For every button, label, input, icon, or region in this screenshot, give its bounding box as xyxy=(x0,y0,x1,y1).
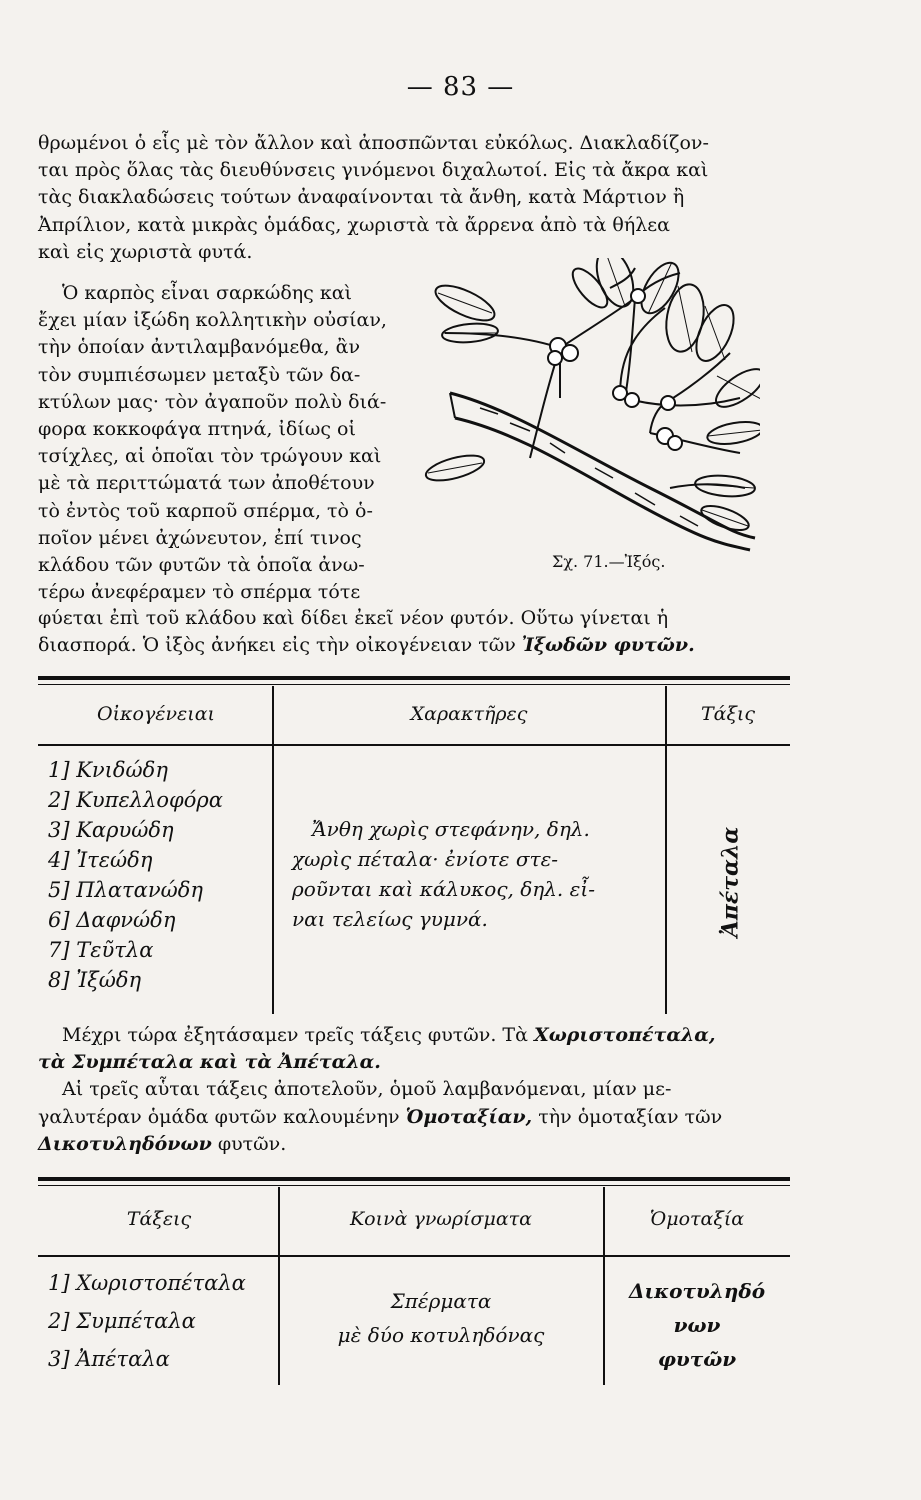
text-line: τὴν ὁποίαν ἀντιλαμβανόμεθα, ἂν xyxy=(38,336,361,359)
mistletoe-illustration xyxy=(420,258,760,558)
table-row: 3] Ἀπέταλα xyxy=(48,1347,170,1371)
table1-class-cell xyxy=(700,822,760,942)
text-line: νων xyxy=(673,1313,721,1337)
table-row: 1] Κνιδώδη xyxy=(48,758,168,782)
after-figure-paragraph xyxy=(38,605,790,659)
table1-characters xyxy=(292,814,652,934)
text-fragment: φυτῶν. xyxy=(217,1132,287,1155)
bold-term: Δικοτυληδόνων xyxy=(38,1132,212,1155)
bold-term: Ἰξωδῶν φυτῶν. xyxy=(521,634,695,657)
text-line: καὶ εἰς χωριστὰ φυτά. xyxy=(38,240,253,263)
text-line: ροῦνται καὶ κάλυκος, δηλ. εἶ- xyxy=(292,877,595,901)
table-row: 4] Ἰτεώδη xyxy=(48,848,153,872)
table1-divider xyxy=(272,746,274,1014)
text-line: Ὁ καρπὸς εἶναι σαρκώδης καὶ xyxy=(62,282,353,304)
table2-divider xyxy=(603,1257,605,1385)
text-line: Ἀπρίλιον, κατὰ μικρὰς ὁμάδας, χωριστὰ τὰ ἄρρενα ἀπὸ τὰ θήλεα xyxy=(38,213,670,236)
middle-paragraph xyxy=(38,1022,790,1158)
table1-families-list xyxy=(48,755,223,995)
bold-term: Ὁμοταξίαν, xyxy=(405,1105,533,1128)
text-line xyxy=(38,1104,790,1131)
text-line: ἔχει μίαν ἰξώδη κολλητικὴν οὐσίαν, xyxy=(38,309,387,332)
text-line: μὲ δύο κοτυληδόνας xyxy=(337,1323,545,1347)
bold-term: τὰ Συμπέταλα καὶ τὰ Ἀπέταλα. xyxy=(38,1051,381,1074)
text-line: φύεται ἐπὶ τοῦ κλάδου καὶ δίδει ἐκεῖ νέον φυτόν. Οὕτω γίνεται ἡ xyxy=(38,607,669,629)
column-paragraph xyxy=(38,280,418,606)
table2-top-rule-thin xyxy=(38,1185,790,1186)
text-line: μὲ τὰ περιττώματά των ἀποθέτουν xyxy=(38,472,375,495)
text-line: τὰς διακλαδώσεις τούτων ἀναφαίνονται τὰ ἄνθη, κατὰ Μάρτιον ἢ xyxy=(38,186,685,209)
text-line: Αἱ τρεῖς αὗται τάξεις ἀποτελοῦν, ὁμοῦ λαμβανόμεναι, μίαν με- xyxy=(62,1078,672,1101)
text-fragment: γαλυτέραν ὁμάδα φυτῶν καλουμένην xyxy=(38,1105,400,1128)
table2-features-cell xyxy=(282,1284,600,1352)
table2-header-rule xyxy=(38,1255,790,1257)
text-line: ποῖον μένει ἀχώνευτον, ἐπί τινος xyxy=(38,526,362,549)
table1-divider xyxy=(665,746,667,1014)
bold-term: Χωριστοπέταλα, xyxy=(533,1024,716,1046)
text-fragment: τὴν ὁμοταξίαν τῶν xyxy=(538,1105,723,1128)
text-line: ται πρὸς ὅλας τὰς διευθύνσεις γινόμενοι διχαλωτοί. Εἰς τὰ ἄκρα καὶ xyxy=(38,159,709,182)
table2-top-rule xyxy=(38,1177,790,1181)
table-row: 2] Συμπέταλα xyxy=(48,1309,196,1333)
text-fragment: διασπορά. Ὁ ἰξὸς ἀνήκει εἰς τὴν οἰκογένειαν τῶν xyxy=(38,634,516,657)
text-line: κτύλων μας· τὸν ἀγαποῦν πολὺ διά- xyxy=(38,390,387,413)
text-line: Ἄνθη χωρὶς στεφάνην, δηλ. xyxy=(312,817,590,841)
figure-caption: Σχ. 71.—Ἰξός. xyxy=(552,552,666,571)
text-line: θρωμένοι ὁ εἷς μὲ τὸν ἄλλον καὶ ἀποσπῶνται εὐκόλως. Διακλαδίζον- xyxy=(38,132,709,154)
table2-group-cell xyxy=(607,1274,787,1376)
table-row: 8] Ἰξώδη xyxy=(48,968,142,992)
top-paragraph xyxy=(38,130,790,266)
table-row: 7] Τεῦτλα xyxy=(48,938,154,962)
text-line: τέρω ἀνεφέραμεν τὸ σπέρμα τότε xyxy=(38,581,361,604)
table1-header-class: Τάξις xyxy=(700,703,756,725)
text-line: τὸν συμπιέσωμεν μεταξὺ τῶν δα- xyxy=(38,363,361,386)
table1-top-rule xyxy=(38,676,790,680)
table-row: 1] Χωριστοπέταλα xyxy=(48,1271,246,1295)
text-line: τὸ ἐντὸς τοῦ καρποῦ σπέρμα, τὸ ὁ- xyxy=(38,499,373,522)
table2-header-classes: Τάξεις xyxy=(126,1208,192,1230)
text-line xyxy=(38,632,790,659)
table-row: 5] Πλατανώδη xyxy=(48,878,203,902)
table1-header-characters: Χαρακτῆρες xyxy=(410,703,528,725)
table2-header-features: Κοινὰ γνωρίσματα xyxy=(349,1208,532,1230)
page-number: — 83 — xyxy=(406,72,515,102)
text-line: ναι τελείως γυμνά. xyxy=(292,907,488,931)
text-line xyxy=(38,1022,790,1049)
text-line: χωρὶς πέταλα· ἐνίοτε στε- xyxy=(292,847,559,871)
text-fragment: Μέχρι τώρα ἐξητάσαμεν τρεῖς τάξεις φυτῶν. Τὰ xyxy=(62,1024,528,1046)
table-row: 3] Καρυώδη xyxy=(48,818,174,842)
class-label: Ἀπέταλα xyxy=(717,826,744,938)
text-line: τσίχλες, αἱ ὁποῖαι τὸν τρώγουν καὶ xyxy=(38,445,382,468)
table1-top-rule-thin xyxy=(38,684,790,685)
text-line xyxy=(38,1131,790,1158)
table1-header-families: Οἰκογένειαι xyxy=(97,703,215,725)
text-line: φυτῶν xyxy=(657,1347,737,1371)
text-line: κλάδου τῶν φυτῶν τὰ ὁποῖα ἀνω- xyxy=(38,554,365,577)
text-line: Σπέρματα xyxy=(390,1289,492,1313)
text-line: Δικοτυληδό xyxy=(628,1279,766,1303)
text-line: φορα κοκκοφάγα πτηνά, ἰδίως οἱ xyxy=(38,418,356,441)
table-row: 6] Δαφνώδη xyxy=(48,908,176,932)
table2-classes-list xyxy=(48,1264,246,1378)
table2-divider xyxy=(278,1257,280,1385)
table1-header-rule xyxy=(38,744,790,746)
table2-header-group: Ὁμοταξία xyxy=(649,1208,745,1230)
table-row: 2] Κυπελλοφόρα xyxy=(48,788,223,812)
